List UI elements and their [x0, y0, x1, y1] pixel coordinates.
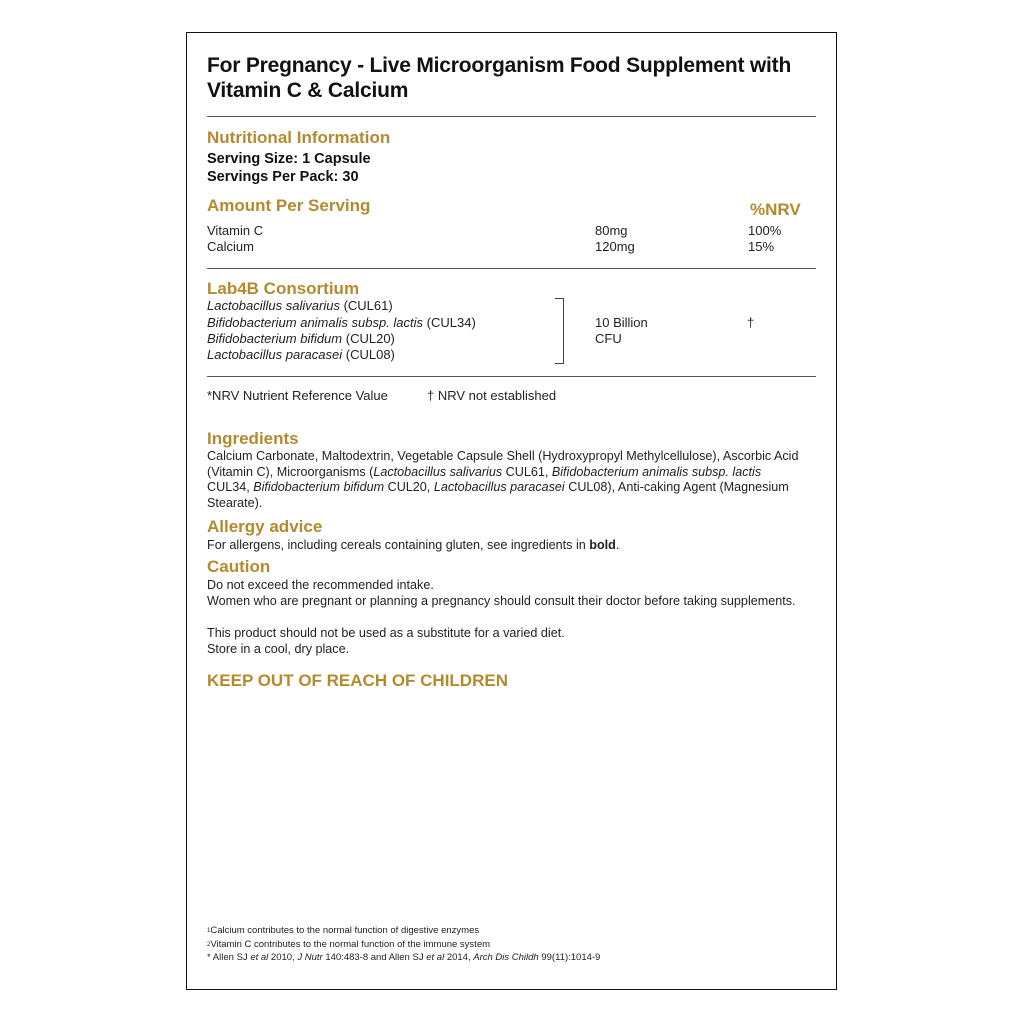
caution-line: Store in a cool, dry place. — [207, 642, 350, 656]
footnote: $^2$Vitamin C contributes to the normal function of the immune system — [207, 939, 491, 950]
divider — [207, 116, 816, 117]
product-title: For Pregnancy - Live Microorganism Food Supplement with Vitamin C & Calcium — [207, 54, 792, 102]
nutrient-amount: 120mg — [595, 239, 635, 254]
nutrient-name: Calcium — [207, 239, 254, 254]
label-content — [207, 33, 816, 989]
caution-heading: Caution — [207, 557, 271, 576]
caution-line: Women who are pregnant or planning a pregnancy should consult their doctor before taking supplements. — [207, 594, 796, 608]
divider — [207, 376, 816, 377]
bold-word: bold — [589, 538, 616, 552]
ingredients-text: Calcium Carbonate, Maltodextrin, Vegetable Capsule Shell (Hydroxypropyl Methylcellulose), Ascorbic Acid (Vitamin C), Microorganisms (Lactobacillus salivarius CUL61, Bifidobacterium animalis subsp. lactis CUL34, Bifidobacterium bifidum CUL20, Lactobacillus paracasei CUL08), Anti-caking Agent (Magnesium Stearate). — [207, 449, 799, 510]
bracket — [555, 298, 564, 364]
cfu-unit: CFU — [595, 331, 622, 346]
strain-species: Lactobacillus salivarius — [207, 298, 340, 313]
nutrient-amount: 80mg — [595, 223, 628, 238]
amount-heading: Amount Per Serving — [207, 196, 371, 215]
nutrient-nrv: 100% — [748, 223, 782, 238]
supplement-label — [186, 32, 837, 990]
strain-item — [207, 331, 395, 347]
strain-code: (CUL34) — [426, 315, 476, 330]
allergy-text: For allergens, including cereals containing gluten, see ingredients in bold. — [207, 538, 620, 552]
footnote: $^1$Calcium contributes to the normal function of digestive enzymes — [207, 925, 480, 936]
strain-species: Bifidobacterium bifidum — [207, 331, 343, 346]
strain-species: Bifidobacterium animalis subsp. lactis — [207, 315, 424, 330]
strain-code: (CUL61) — [343, 298, 393, 313]
strain-species: Lactobacillus paracasei — [207, 347, 343, 362]
nrv-heading: %NRV — [750, 200, 801, 219]
dagger-mark: † — [747, 315, 755, 330]
caution-line: Do not exceed the recommended intake. — [207, 578, 434, 592]
nutrient-nrv: 15% — [748, 239, 775, 254]
servings-per-pack: Servings Per Pack: 30 — [207, 169, 359, 185]
serving-size: Serving Size: 1 Capsule — [207, 151, 371, 167]
strain-item — [207, 347, 395, 363]
divider — [207, 268, 816, 269]
consortium-heading: Lab4B Consortium — [207, 279, 360, 298]
strain-item — [207, 298, 393, 314]
keep-out-warning: KEEP OUT OF REACH OF CHILDREN — [207, 671, 508, 690]
strain-code: (CUL20) — [345, 331, 395, 346]
nutrition-heading: Nutritional Information — [207, 128, 391, 147]
nutrient-name: Vitamin C — [207, 223, 264, 238]
nrv-not-established: † NRV not established — [427, 388, 557, 403]
nrv-definition: *NRV Nutrient Reference Value — [207, 388, 388, 403]
strain-item — [207, 315, 476, 331]
caution-line: This product should not be used as a substitute for a varied diet. — [207, 626, 565, 640]
cfu-amount: 10 Billion — [595, 315, 648, 330]
allergy-heading: Allergy advice — [207, 517, 323, 536]
footnote-reference: * Allen SJ et al 2010, J Nutr 140:483-8 and Allen SJ et al 2014, Arch Dis Childh 99(11):1014-9 — [207, 952, 601, 963]
strain-code: (CUL08) — [345, 347, 395, 362]
ingredients-heading: Ingredients — [207, 429, 299, 448]
